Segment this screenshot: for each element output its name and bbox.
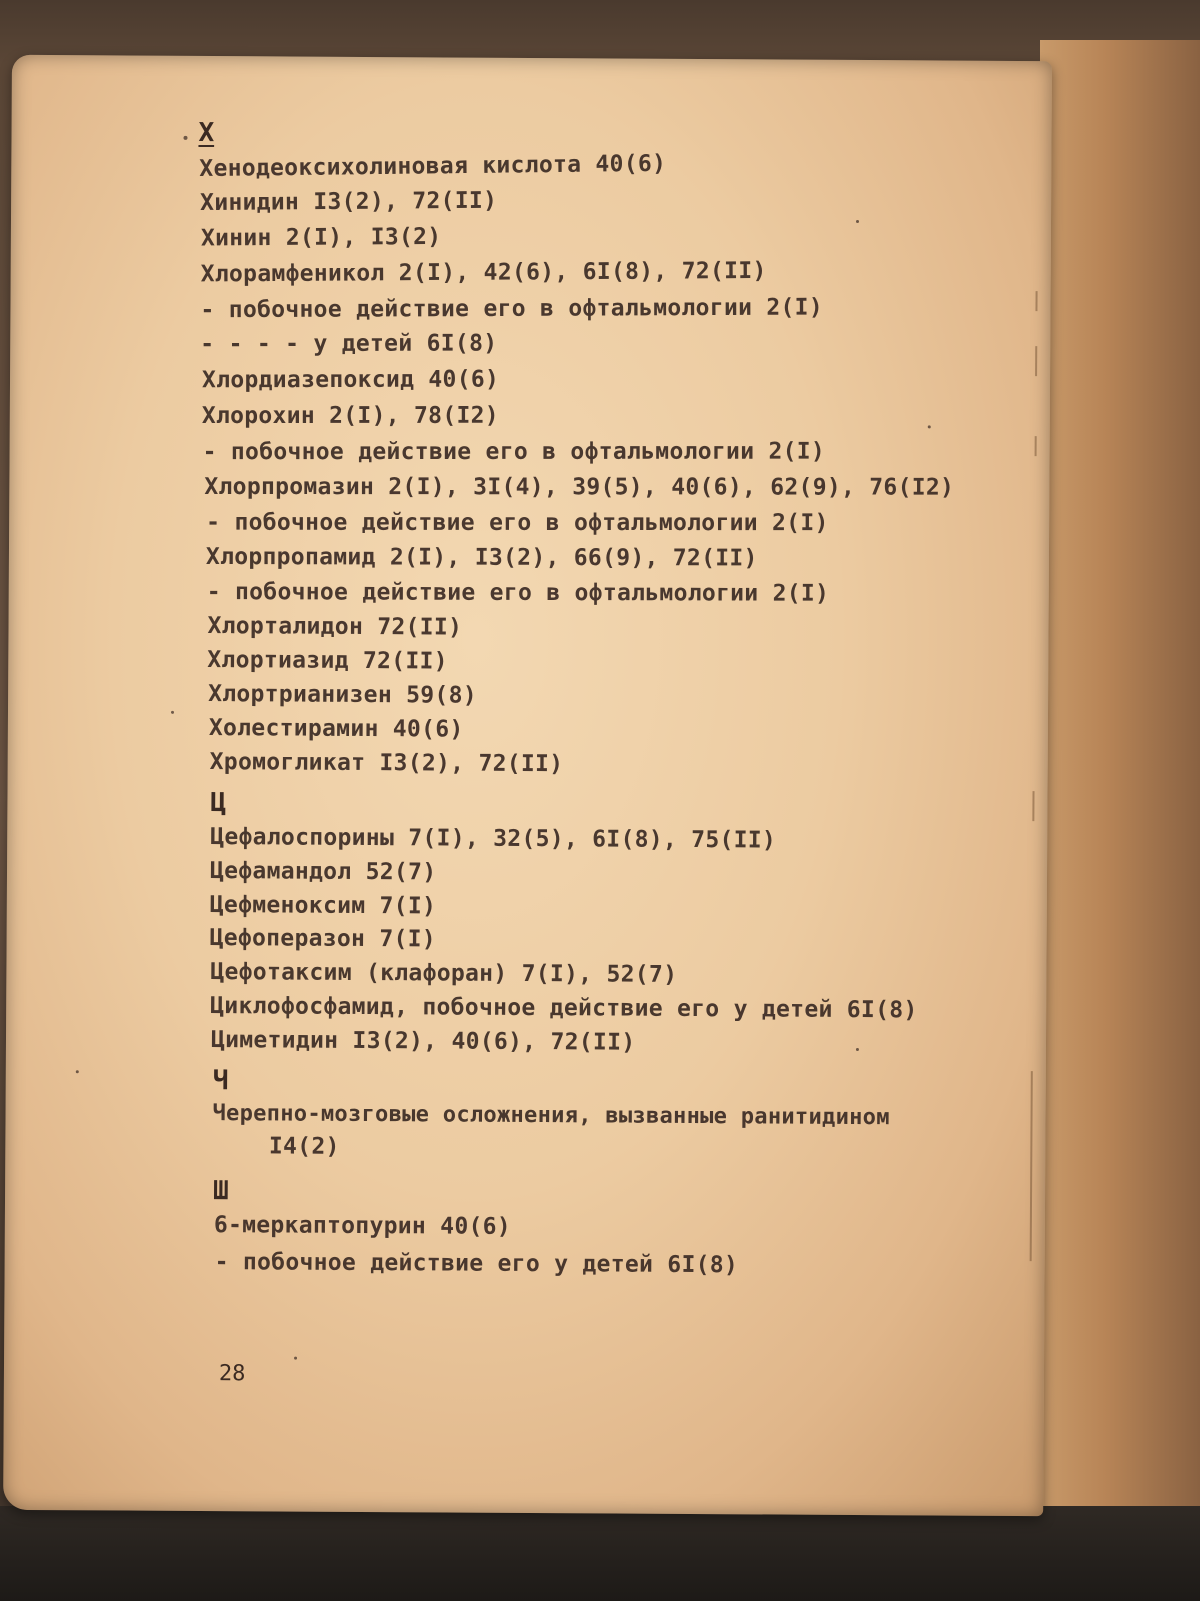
speck [76, 1070, 79, 1073]
index-entry: Хлорамфеникол 2(I), 42(6), 6I(8), 72(II) [200, 257, 767, 288]
section-letter-tse: Ц [210, 788, 227, 819]
index-entry: Цефотаксим (клафоран) 7(I), 52(7) [210, 959, 678, 988]
index-entry: - - - - у детей 6I(8) [200, 330, 498, 358]
index-entry: Хлорпромазин 2(I), 3I(4), 39(5), 40(6), 62(9), 76(I2) [204, 473, 955, 501]
index-entry: Хинин 2(I), I3(2) [200, 223, 442, 252]
index-entry: - побочное действие его у детей 6I(8) [214, 1249, 739, 1279]
index-entry: Хромогликат I3(2), 72(II) [209, 749, 564, 778]
index-entry: Хлортрианизен 59(8) [208, 681, 477, 709]
page-number: 28 [218, 1361, 246, 1387]
table-surface [0, 1506, 1200, 1601]
speck [171, 711, 174, 714]
index-content [3, 55, 1052, 1516]
index-entry: Цефменоксим 7(I) [209, 892, 437, 920]
index-entry: - побочное действие его в офтальмологии 2(I) [206, 509, 829, 537]
index-entry: Циметидин I3(2), 40(6), 72(II) [210, 1027, 636, 1056]
index-entry: Хлорохин 2(I), 78(I2) [201, 402, 499, 430]
index-entry: Хлортиазид 72(II) [207, 647, 448, 675]
index-entry: Хлордиазепоксид 40(6) [201, 366, 500, 394]
section-letter-che: Ч [212, 1066, 229, 1097]
book-edge [1040, 40, 1200, 1520]
speck [928, 425, 931, 428]
index-entry: Цефалоспорины 7(I), 32(5), 6I(8), 75(II) [210, 824, 777, 854]
index-entry: - побочное действие его в офтальмологии 2(I) [200, 294, 824, 324]
index-entry: 6-меркаптопурин 40(6) [213, 1212, 512, 1240]
index-entry: Цефоперазон 7(I) [209, 925, 437, 953]
section-letter-sha: Ш [212, 1176, 229, 1207]
index-entry: Холестирамин 40(6) [208, 715, 464, 743]
speck [183, 136, 187, 140]
speck [856, 220, 859, 223]
index-entry: Черепно-мозговые осложнения, вызванные ранитидином [212, 1101, 890, 1131]
speck [294, 1357, 297, 1360]
index-entry: Цефамандол 52(7) [209, 858, 437, 886]
index-entry: Хлорпропамид 2(I), I3(2), 66(9), 72(II) [205, 543, 758, 572]
index-entry: Хенодеоксихолиновая кислота 40(6) [199, 150, 667, 183]
index-entry: Циклофосфамид, побочное действие его у детей 6I(8) [210, 993, 918, 1024]
index-entry: Хинидин I3(2), 72(II) [200, 187, 498, 217]
index-entry: I4(2) [212, 1133, 340, 1160]
index-entry: - побочное действие его в офтальмологии 2(I) [202, 438, 826, 466]
section-letter-kha: Х [198, 117, 215, 149]
speck [856, 1048, 859, 1051]
index-entry: - побочное действие его в офтальмологии 2(I) [206, 579, 830, 607]
book-page [3, 55, 1052, 1516]
index-entry: Хлорталидон 72(II) [207, 613, 463, 641]
